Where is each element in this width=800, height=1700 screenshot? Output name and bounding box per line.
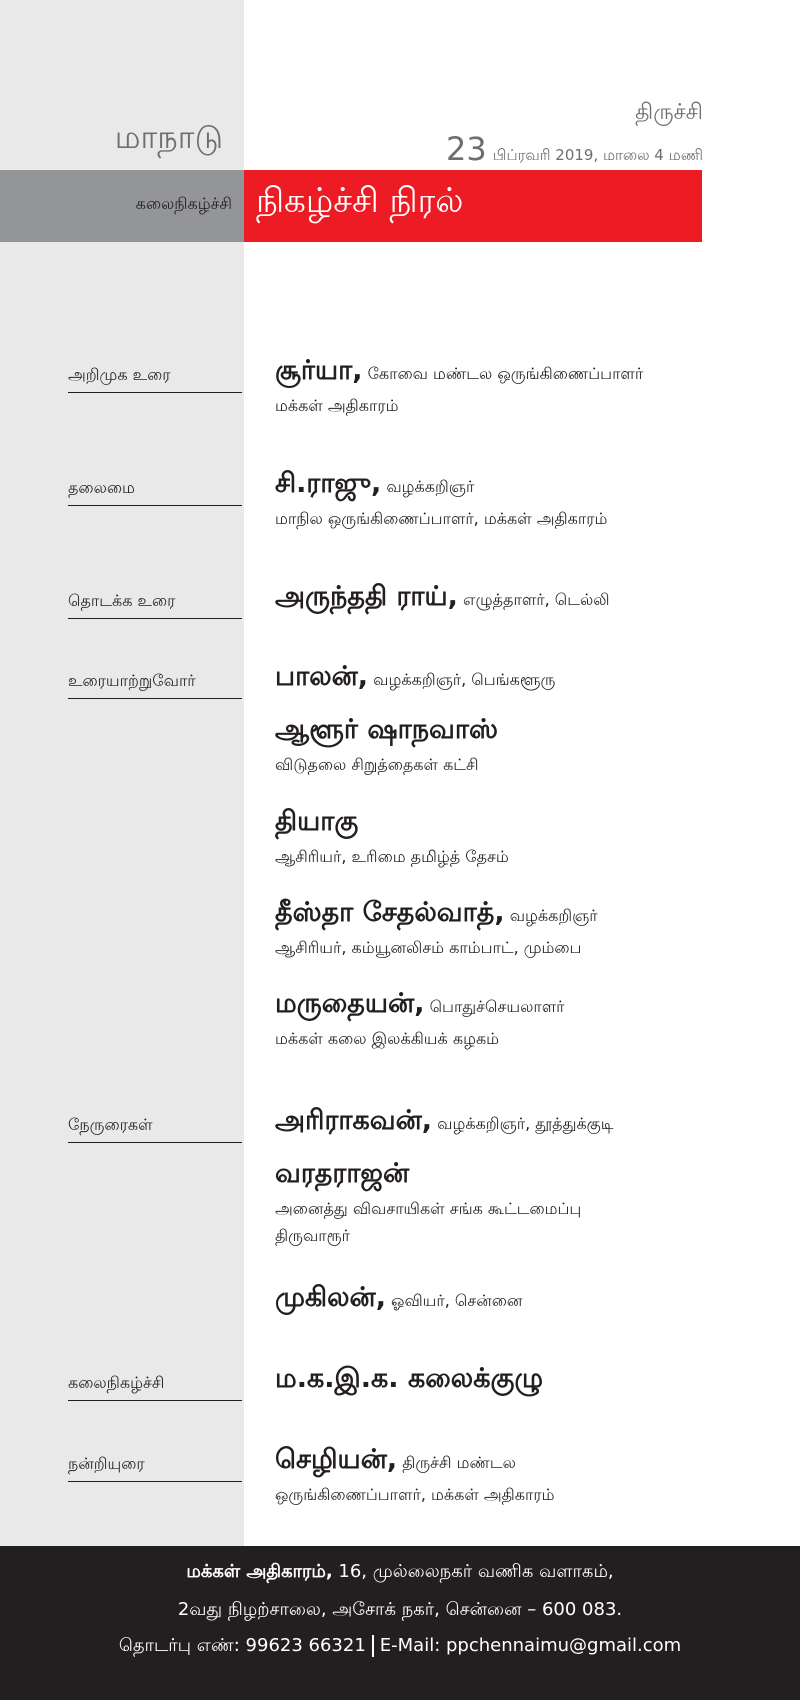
section-label-opening: தொடக்க உரை bbox=[68, 591, 242, 619]
entry-testimony bbox=[275, 1282, 522, 1317]
speaker-name: மருதையன், bbox=[275, 988, 425, 1019]
event-date bbox=[446, 130, 703, 168]
speaker-role: பொதுச்செயலாளர் bbox=[429, 997, 565, 1016]
speaker-role: வழக்கறிஞர் bbox=[509, 906, 598, 925]
program-banner bbox=[244, 170, 702, 242]
speaker-affiliation: ஆசிரியர், உரிமை தமிழ்த் தேசம் bbox=[275, 847, 509, 866]
entry-speaker bbox=[275, 714, 498, 776]
program-banner-title: நிகழ்ச்சி நிரல் bbox=[256, 181, 464, 221]
speaker-name: வரதராஜன் bbox=[275, 1158, 410, 1189]
entry-speaker bbox=[275, 988, 565, 1050]
speaker-affiliation: மாநில ஒருங்கிணைப்பாளர், மக்கள் அதிகாரம் bbox=[275, 509, 608, 528]
entry-speaker bbox=[275, 897, 598, 959]
speaker-role: வழக்கறிஞர் bbox=[386, 477, 475, 496]
entry-culture bbox=[275, 1363, 543, 1398]
footer-phone: தொடர்பு எண்: 99623 66321 bbox=[118, 1635, 366, 1656]
section-label-intro: அறிமுக உரை bbox=[68, 365, 242, 393]
speaker-name: சூர்யா, bbox=[275, 355, 363, 386]
gray-band-label: கலைநிகழ்ச்சி bbox=[135, 194, 232, 213]
speaker-name: தியாகு bbox=[275, 806, 359, 837]
entry-thanks bbox=[275, 1444, 555, 1506]
entry-intro bbox=[275, 355, 643, 417]
footer-contact bbox=[0, 1635, 800, 1658]
event-date-day: 23 bbox=[446, 130, 487, 168]
event-date-rest: பிப்ரவரி 2019, மாலை 4 மணி bbox=[492, 146, 703, 164]
speaker-name: பாலன், bbox=[275, 661, 369, 692]
speaker-role: திருச்சி மண்டல bbox=[402, 1453, 516, 1472]
section-label-culture: கலைநிகழ்ச்சி bbox=[68, 1373, 242, 1401]
speaker-role: ஓவியர், சென்னை bbox=[391, 1291, 523, 1310]
speaker-location: திருவாரூர் bbox=[275, 1226, 350, 1245]
speaker-name: தீஸ்தா சேதல்வாத், bbox=[275, 897, 505, 928]
speaker-affiliation: அனைத்து விவசாயிகள் சங்க கூட்டமைப்பு bbox=[275, 1199, 582, 1218]
event-city: திருச்சி bbox=[635, 100, 703, 125]
speaker-name: அருந்ததி ராய், bbox=[275, 581, 458, 612]
performer-name: ம.க.இ.க. கலைக்குழு bbox=[275, 1363, 544, 1394]
footer-address-line2: 2வது நிழற்சாலை, அசோக் நகர், சென்னை – 600 083. bbox=[177, 1599, 623, 1620]
entry-testimony bbox=[275, 1158, 581, 1247]
section-label-speakers: உரையாற்றுவோர் bbox=[68, 671, 242, 699]
footer-address-line1 bbox=[0, 1561, 800, 1584]
entry-testimony bbox=[275, 1105, 614, 1140]
entry-chair bbox=[275, 468, 607, 530]
entry-speaker bbox=[275, 806, 509, 868]
speaker-name: செழியன், bbox=[275, 1444, 398, 1475]
speaker-role: கோவை மண்டல ஒருங்கிணைப்பாளர் bbox=[367, 364, 644, 383]
footer-address1: 16, முல்லைநகர் வணிக வளாகம், bbox=[338, 1561, 614, 1582]
speaker-affiliation: ஆசிரியர், கம்யூனலிசம் காம்பாட், மும்பை bbox=[275, 938, 582, 957]
speaker-name: சி.ராஜு, bbox=[275, 468, 382, 499]
speaker-name: ஆளூர் ஷாநவாஸ் bbox=[275, 714, 498, 745]
speaker-role: வழக்கறிஞர், பெங்களூரு bbox=[373, 670, 556, 689]
entry-speaker bbox=[275, 661, 555, 696]
speaker-affiliation: மக்கள் கலை இலக்கியக் கழகம் bbox=[275, 1029, 500, 1048]
footer-org: மக்கள் அதிகாரம், bbox=[186, 1561, 333, 1582]
section-label-chair: தலைமை bbox=[68, 478, 242, 506]
gray-band bbox=[0, 170, 244, 242]
footer bbox=[0, 1546, 800, 1700]
speaker-affiliation: மக்கள் அதிகாரம் bbox=[275, 396, 399, 415]
page-title: மாநாடு bbox=[114, 118, 223, 156]
entry-opening bbox=[275, 581, 610, 616]
section-label-testimonies: நேருரைகள் bbox=[68, 1115, 242, 1143]
speaker-name: முகிலன், bbox=[275, 1282, 386, 1313]
footer-divider bbox=[372, 1635, 374, 1657]
section-label-thanks: நன்றியுரை bbox=[68, 1454, 242, 1482]
speaker-affiliation: விடுதலை சிறுத்தைகள் கட்சி bbox=[275, 755, 479, 774]
speaker-affiliation: ஒருங்கிணைப்பாளர், மக்கள் அதிகாரம் bbox=[275, 1485, 555, 1504]
speaker-role: எழுத்தாளர், டெல்லி bbox=[463, 590, 610, 609]
footer-email: E-Mail: ppchennaimu@gmail.com bbox=[379, 1635, 682, 1656]
speaker-role: வழக்கறிஞர், தூத்துக்குடி bbox=[437, 1114, 614, 1133]
speaker-name: அரிராகவன், bbox=[275, 1105, 433, 1136]
